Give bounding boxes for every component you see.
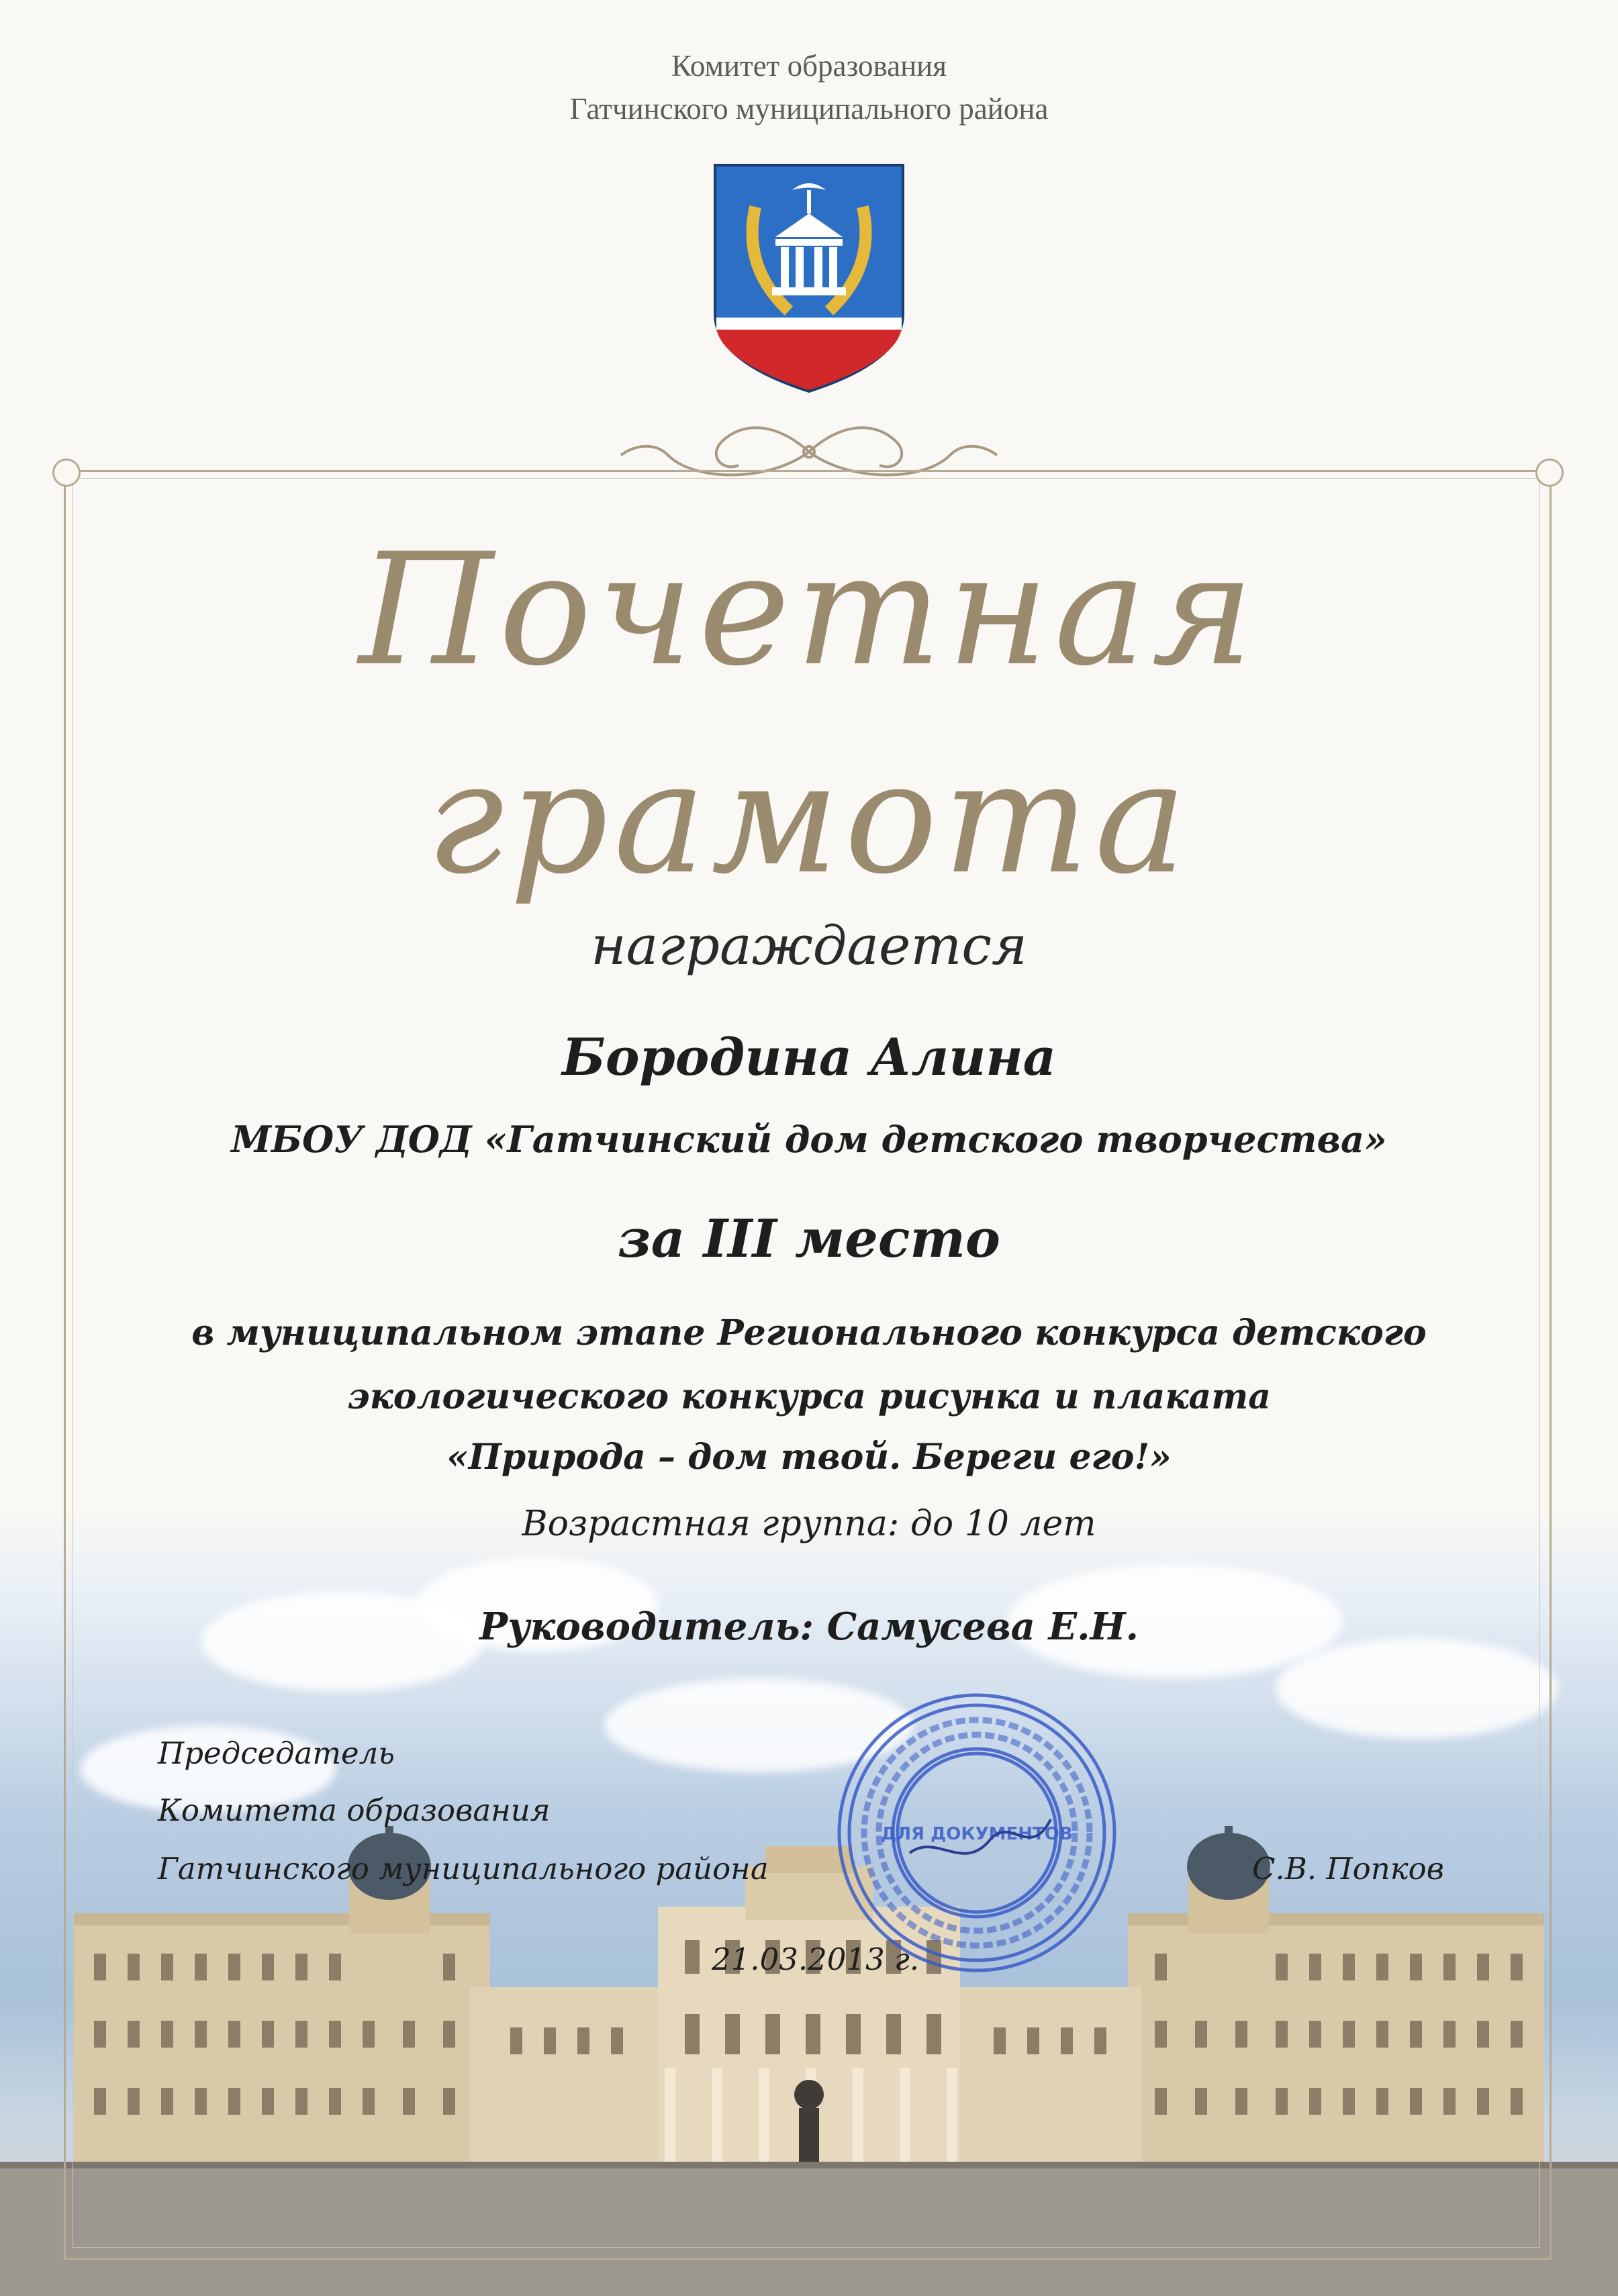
signatory-name: С.В. Попков — [1252, 1851, 1444, 1886]
frame-corner-ornament — [1535, 459, 1564, 487]
contest-line-2: экологического конкурса рисунка и плаката — [347, 1376, 1271, 1417]
header-organization: Комитет образования — [671, 49, 947, 83]
signatory-title-1: Председатель — [158, 1735, 395, 1771]
official-stamp — [829, 1685, 1125, 1980]
supervisor: Руководитель: Самусева Е.Н. — [479, 1605, 1139, 1649]
frame-corner-ornament — [52, 459, 81, 487]
issue-date: 21.03.2013 г. — [712, 1942, 920, 1977]
title-line-2: грамота — [426, 729, 1192, 908]
award-place: за III место — [618, 1208, 1000, 1270]
signatory-title-3: Гатчинского муниципального района — [158, 1851, 769, 1886]
contest-title: «Природа – дом твой. Береги его!» — [446, 1437, 1172, 1478]
title-line-1: Почетная — [359, 521, 1259, 700]
signatory-title-2: Комитета образования — [158, 1792, 551, 1828]
contest-line-1: в муниципальном этапе Регионального конкурса детского — [191, 1312, 1427, 1353]
gatchina-coat-of-arms-icon — [708, 160, 910, 398]
age-group: Возрастная группа: до 10 лет — [522, 1504, 1096, 1544]
header-district: Гатчинского муниципального района — [569, 92, 1049, 126]
recipient-name: Бородина Алина — [561, 1027, 1057, 1087]
awarded-label: награждается — [590, 914, 1028, 977]
recipient-organization: МБОУ ДОД «Гатчинский дом детского творчества» — [231, 1118, 1387, 1161]
stamp-center-text: ДЛЯ ДОКУМЕНТОВ — [881, 1824, 1073, 1844]
